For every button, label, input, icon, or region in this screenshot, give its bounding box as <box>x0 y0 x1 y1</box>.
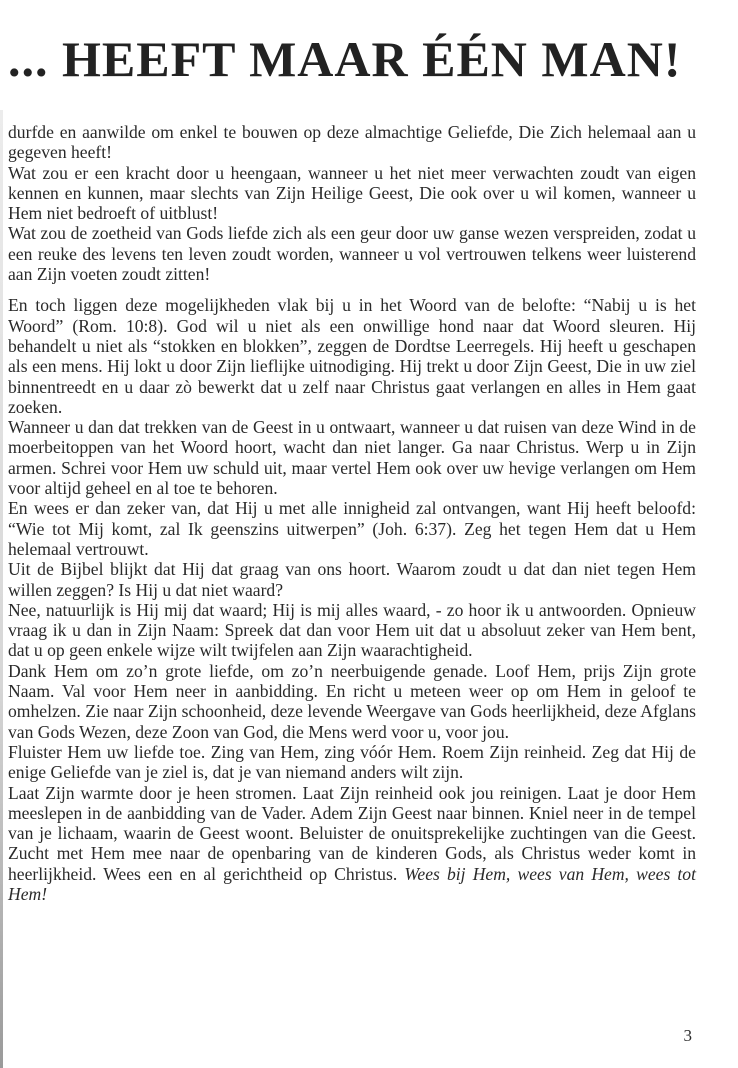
paragraph: durfde en aanwilde om enkel te bouwen op deze almachtige Geliefde, Die Zich helemaal aan u gegeven heeft! <box>8 122 696 163</box>
paragraph: Dank Hem om zo’n grote liefde, om zo’n neerbuigende genade. Loof Hem, prijs Zijn grote Naam. Val voor Hem neer in aanbidding. En richt u meteen weer op om Hem in geloof te omhelzen. Zie naar Zijn schoonheid, deze levende Weergave van Gods heerlijkheid, deze Afglans van Gods Wezen, deze Zoon van God, die Mens werd voor u, voor jou. <box>8 660 696 742</box>
page-title: ... HEEFT MAAR ÉÉN MAN! <box>8 31 682 87</box>
body-text <box>8 122 696 904</box>
page-spine-edge <box>0 110 3 1068</box>
paragraph: En toch liggen deze mogelijkheden vlak bij u in het Woord van de belofte: “Nabij u is het Woord” (Rom. 10:8). God wil u niet als een onwillige hond naar dat Woord sleuren. Hij behandelt u niet als “stokken en blokken”, zeggen de Dordtse Leerregels. Hij heeft u geschapen als een mens. Hij lokt u door Zijn lieflijke uitnodiging. Hij trekt u door Zijn Geest, Die in uw ziel binnentreedt en u daar zò bewerkt dat u zelf naar Christus gaat verlangen en alles in Hem gaat zoeken. <box>8 295 696 417</box>
paragraph: Uit de Bijbel blijkt dat Hij dat graag van ons hoort. Waarom zoudt u dat dan niet tegen Hem willen zeggen? Is Hij u dat niet waard? <box>8 559 696 600</box>
paragraph-text: Laat Zijn warmte door je heen stromen. Laat Zijn reinheid ook jou reinigen. Laat je door Hem meeslepen in de aanbidding van de Vader. Adem Zijn Geest naar binnen. Kniel neer in de tempel van je lichaam, waarin de Geest woont. Beluister de onuitsprekelijke zuchtingen van die Geest. Zucht met Hem mee naar de openbaring van de kinderen Gods, als Christus weder komt in heerlijkheid. Wees een en al gerichtheid op Christus. <box>8 782 696 884</box>
closing-emphasis: Wees bij Hem, wees van Hem, wees tot Hem! <box>8 863 696 904</box>
paragraph: Fluister Hem uw liefde toe. Zing van Hem, zing vóór Hem. Roem Zijn reinheid. Zeg dat Hij de enige Geliefde van je ziel is, dat je van niemand anders wilt zijn. <box>8 741 696 783</box>
paragraph: Wat zou er een kracht door u heengaan, wanneer u het niet meer verwachten zoudt van eigen kennen en kunnen, maar slechts van Zijn Heilige Geest, Die ook over u wil komen, wanneer u Hem niet bedroeft of uitblust! <box>8 162 696 224</box>
paragraph: Wat zou de zoetheid van Gods liefde zich als een geur door uw ganse wezen verspreiden, zodat u een reuke des levens ten leven zoudt worden, wanneer u vol vertrouwen telkens weer luisterend aan Zijn voeten zoudt zitten! <box>8 223 696 285</box>
page-number: 3 <box>683 1026 692 1045</box>
paragraph: Nee, natuurlijk is Hij mij dat waard; Hij is mij alles waard, - zo hoor ik u antwoorden. Opnieuw vraag ik u dan in Zijn Naam: Spreek dat dan voor Hem uit dat u absoluut zeker van Hem bent, dat u op geen enkele wijze wilt twijfelen aan Zijn waarachtigheid. <box>8 599 696 661</box>
paragraph: En wees er dan zeker van, dat Hij u met alle innigheid zal ontvangen, want Hij heeft beloofd: “Wie tot Mij komt, zal Ik geenszins uitwerpen” (Joh. 6:37). Zeg het tegen Hem dat u Hem helemaal vertrouwt. <box>8 498 696 559</box>
paragraph: Wanneer u dan dat trekken van de Geest in u ontwaart, wanneer u dat ruisen van deze Wind in de moerbeitoppen van het Woord hoort, wacht dan niet langer. Ga naar Christus. Werp u in Zijn armen. Schrei voor Hem uw schuld uit, maar vertel Hem ook over uw hevige verlangen om Hem voor altijd geheel en al toe te behoren. <box>8 417 696 499</box>
last-paragraph <box>8 783 696 905</box>
